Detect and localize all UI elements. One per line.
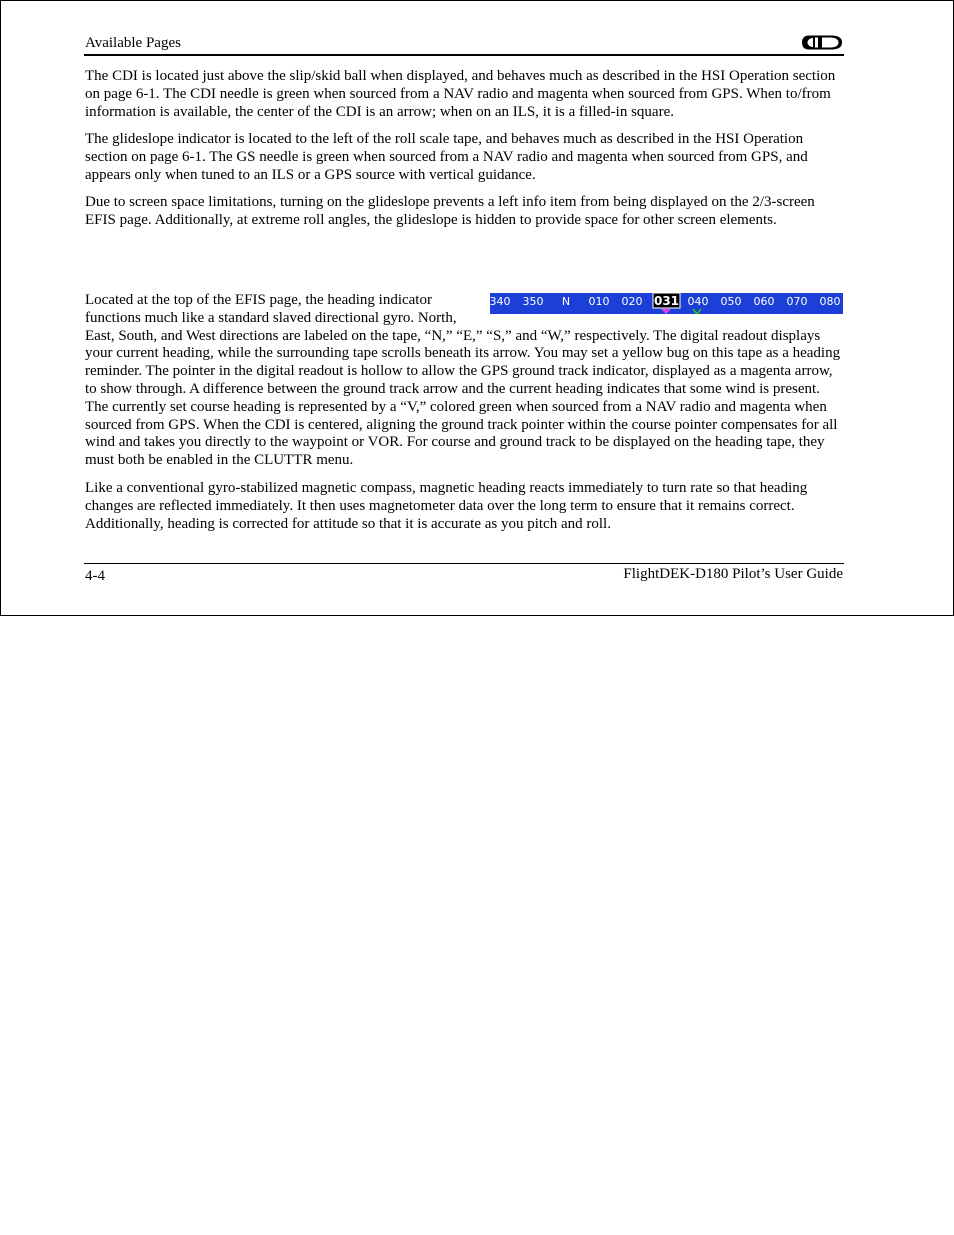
heading-tape-label: 010 [588,295,610,308]
company-logo-icon [801,34,843,51]
heading-tape-label: 020 [621,295,643,308]
heading-tape-label: 340 [490,295,511,308]
document-page [0,0,954,616]
compass-paragraph: Like a conventional gyro-stabilized magnetic compass, magnetic heading reacts immediately to turn rate so that heading changes are reflected immediately. It then uses magnetometer data over the long term to ensure that it remains correct. Additionally, heading is corrected for attitude so that it is accurate as you pitch and roll. [85,480,808,532]
page-number: 4-4 [85,568,105,584]
header-title: Available Pages [85,35,181,51]
guide-title: FlightDEK-D180 Pilot’s User Guide [623,566,843,582]
page-footer [84,563,844,588]
heading-paragraph: Located at the top of the EFIS page, the heading indicator functions much like a standard slaved directional gyro. North, East, South, and West directions are labeled on the tape, “N,” “E,” “S,” and “W,” respectively. The digital readout displays your current heading, while the surrounding tape scrolls beneath its arrow. You may set a yellow bug on this tape as a heading reminder. The pointer in the digital readout is hollow to allow the GPS ground track indicator, displayed as a magenta arrow, to show through. A difference between the ground track arrow and the current heading indicates that some wind is present. The currently set course heading is represented by a “V,” colored green when sourced from a NAV radio and magenta when sourced from GPS. When the CDI is centered, aligning the ground track pointer within the course pointer compensates for all wind and takes you directly to the waypoint or VOR. For course and ground track to be displayed on the heading tape, they must both be enabled in the CLUTTR menu. [85,292,841,469]
heading-tape-label: 350 [522,295,544,308]
glideslope-paragraph: The glideslope indicator is located to the left of the roll scale tape, and behaves much as described in the HSI Operation section on page 6-1. The GS needle is green when sourced from a NAV radio and magenta when sourced from GPS, and appears only when tuned to an ILS or a GPS source with vertical guidance. [85,131,808,183]
screen-space-paragraph: Due to screen space limitations, turning on the glideslope prevents a left info item from being displayed on the 2/3-screen EFIS page. Additionally, at extreme roll angles, the glideslope is hidden to provide space for other screen elements. [85,194,815,228]
heading-tape-label: N [561,295,571,308]
heading-tape-label: 040 [687,295,709,308]
page-header [84,34,844,56]
heading-tape [490,293,843,314]
heading-indicator-section [85,292,843,470]
heading-tape-label: 070 [786,295,808,308]
heading-tape-label: 080 [819,295,841,308]
heading-tape-label: 060 [753,295,775,308]
heading-tape-figure [490,293,843,314]
cdi-paragraph: The CDI is located just above the slip/skid ball when displayed, and behaves much as described in the HSI Operation section on page 6-1. The CDI needle is green when sourced from a NAV radio and magenta when sourced from GPS. When to/from information is available, the center of the CDI is an arrow; when on an ILS, it is a filled-in square. [85,68,836,120]
heading-readout: 031 [653,294,680,308]
heading-tape-label: 050 [720,295,742,308]
